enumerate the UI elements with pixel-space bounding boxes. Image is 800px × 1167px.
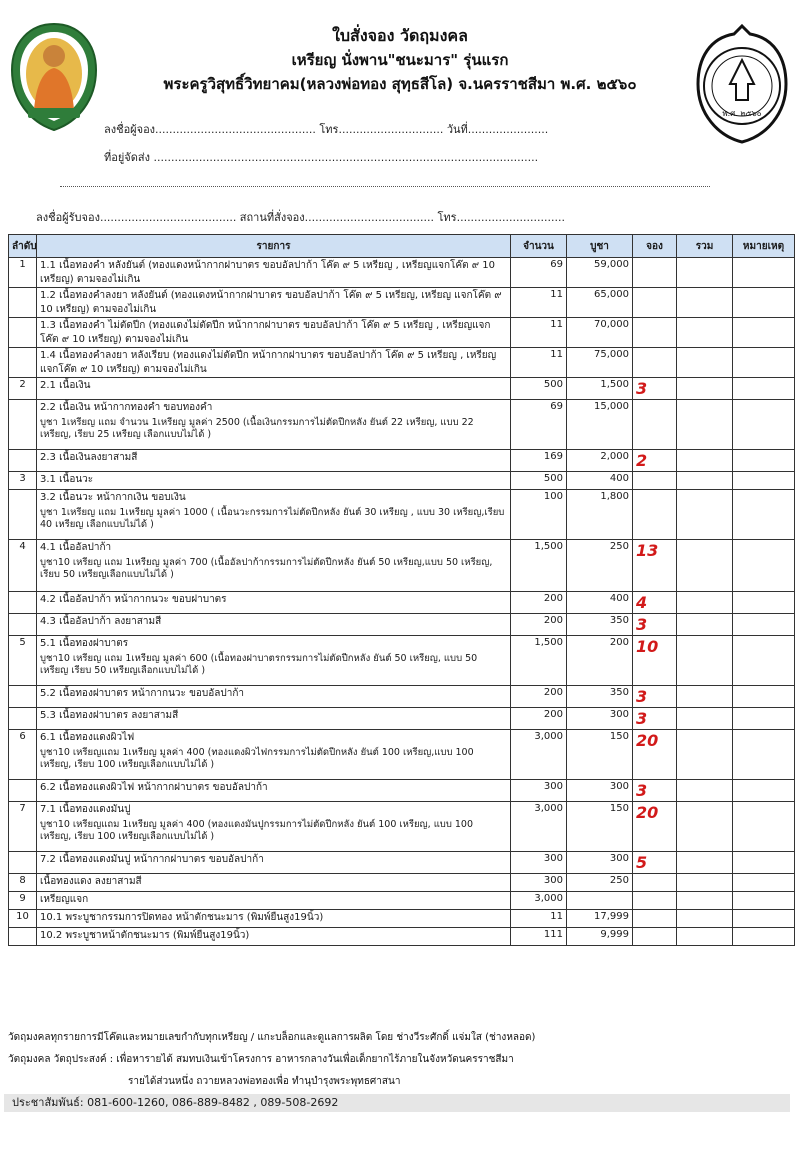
row-note[interactable] [733, 348, 795, 378]
table-row [9, 730, 795, 780]
table-row [9, 490, 795, 540]
row-note[interactable] [733, 780, 795, 802]
table-row [9, 780, 795, 802]
table-row [9, 614, 795, 636]
row-reserve[interactable] [633, 928, 677, 946]
item-label: 6.2 เนื้อทองแดงผิวไฟ หน้ากากฝาบาตร ขอบอัลปาก้า [40, 782, 268, 793]
row-item [37, 910, 511, 928]
row-total[interactable] [677, 892, 733, 910]
table-row [9, 318, 795, 348]
row-reserve[interactable] [633, 318, 677, 348]
item-label: 1.1 เนื้อทองคำ หลังยันต์ (ทองแดงหน้ากากฝาบาตร ขอบอัลปาก้า โค๊ต ๙ 5 เหรียญ , เหรียญแจกโค๊ต ๙ 10 เหรียญ) ตามจองไม่เกิน [40, 260, 496, 285]
address-continuation-line[interactable] [60, 186, 710, 187]
row-no [9, 318, 37, 348]
row-reserve[interactable] [633, 472, 677, 490]
row-note[interactable] [733, 378, 795, 400]
row-price: 65,000 [567, 288, 633, 318]
row-item [37, 802, 511, 852]
row-no: 3 [9, 472, 37, 490]
row-qty: 3,000 [511, 730, 567, 780]
row-note[interactable] [733, 852, 795, 874]
row-price: 9,999 [567, 928, 633, 946]
table-row [9, 450, 795, 472]
row-qty: 200 [511, 708, 567, 730]
row-note[interactable] [733, 686, 795, 708]
row-total[interactable] [677, 540, 733, 592]
table-row [9, 540, 795, 592]
row-price: 150 [567, 802, 633, 852]
row-note[interactable] [733, 540, 795, 592]
table-row [9, 928, 795, 946]
row-reserve[interactable]: 13 [633, 540, 677, 592]
row-note[interactable] [733, 318, 795, 348]
item-label: 4.3 เนื้ออัลปาก้า ลงยาสามสี [40, 616, 162, 627]
table-row [9, 892, 795, 910]
row-item [37, 540, 511, 592]
item-detail: บูชา 1เหรียญ แถม จำนวน 1เหรียญ มูลค่า 2500 (เนื้อเงินกรรมการไม่ตัดปีกหลัง ยันต์ 22 เหรียญ, แบบ 22 เหรียญ, เรียบ 25 เหรียญ เลือกแบบไม่ได้ ) [40, 416, 474, 441]
orderer-name-field[interactable]: ลงชื่อผู้จอง.............................................. โทร.............................. วันที่....................... [104, 123, 549, 136]
table-row [9, 348, 795, 378]
item-label: 3.1 เนื้อนวะ [40, 474, 94, 485]
row-no: 8 [9, 874, 37, 892]
row-total[interactable] [677, 592, 733, 614]
item-label: 1.4 เนื้อทองคำลงยา หลังเรียบ (ทองแดงไม่ตัดปีก หน้ากากฝาบาตร ขอบอัลปาก้า โค๊ต ๙ 5 เหรียญ , เหรียญแจกโค๊ต ๙ 10 เหรียญ) ตามจองไม่เกิน [40, 350, 497, 375]
row-price: 15,000 [567, 400, 633, 450]
item-label: 1.3 เนื้อทองคำ ไม่ตัดปีก (ทองแดงไม่ตัดปีก หน้ากากฝาบาตร ขอบอัลปาก้า โค๊ต ๙ 5 เหรียญ , เหรียญแจกโค๊ต ๙ 10 เหรียญ) ตามจองไม่เกิน [40, 320, 491, 345]
row-total[interactable] [677, 318, 733, 348]
row-price: 300 [567, 852, 633, 874]
row-total[interactable] [677, 780, 733, 802]
row-qty: 11 [511, 348, 567, 378]
monk-emblem-logo [8, 22, 100, 132]
row-item [37, 686, 511, 708]
row-no: 4 [9, 540, 37, 592]
row-note[interactable] [733, 910, 795, 928]
table-row [9, 910, 795, 928]
row-reserve[interactable] [633, 288, 677, 318]
row-no: 10 [9, 910, 37, 928]
row-no [9, 852, 37, 874]
row-note[interactable] [733, 708, 795, 730]
row-note[interactable] [733, 450, 795, 472]
row-price: 150 [567, 730, 633, 780]
row-item [37, 928, 511, 946]
receiver-name-field[interactable]: ลงชื่อผู้รับจอง....................................... สถานที่สั่งจอง..................................... โทร............................... [36, 211, 565, 224]
row-note[interactable] [733, 636, 795, 686]
item-label: 5.3 เนื้อทองฝาบาตร ลงยาสามสี [40, 710, 179, 721]
row-note[interactable] [733, 892, 795, 910]
row-no [9, 592, 37, 614]
item-detail: บูชา10 เหรียญแถม 1เหรียญ มูลค่า 400 (ทองแดงมันปูกรรมการไม่ตัดปีกหลัง ยันต์ 100 เหรียญ, แบบ 100 เหรียญ, เรียบ 100 เหรียญเลือกแบบไม่ได้ ) [40, 818, 474, 843]
col-header-item: รายการ [37, 235, 511, 258]
row-item [37, 318, 511, 348]
item-detail: บูชา10 เหรียญแถม 1เหรียญ มูลค่า 400 (ทองแดงผิวไฟกรรมการไม่ตัดปีกหลัง ยันต์ 100 เหรียญ,แบบ 100 เหรียญ, เรียบ 100 เหรียญเลือกแบบไม่ได้ ) [40, 746, 474, 771]
row-note[interactable] [733, 802, 795, 852]
row-total[interactable] [677, 288, 733, 318]
row-note[interactable] [733, 874, 795, 892]
table-row [9, 636, 795, 686]
col-header-total: รวม [677, 235, 733, 258]
row-item [37, 708, 511, 730]
row-reserve[interactable]: 20 [633, 802, 677, 852]
item-label: เนื้อทองแดง ลงยาสามสี [40, 876, 142, 887]
page-subtitle-2: พระครูวิสุทธิ์วิทยาคม(หลวงพ่อทอง สุทฺธสีโล) จ.นครราชสีมา พ.ศ. ๒๕๖๐ [163, 75, 637, 93]
row-reserve[interactable]: 4 [633, 592, 677, 614]
row-price: 300 [567, 708, 633, 730]
item-label: เหรียญแจก [40, 894, 89, 905]
row-price: 300 [567, 780, 633, 802]
table-row [9, 874, 795, 892]
row-item [37, 288, 511, 318]
row-total[interactable] [677, 686, 733, 708]
row-total[interactable] [677, 614, 733, 636]
col-header-reserve: จอง [633, 235, 677, 258]
table-header-row [9, 235, 795, 258]
item-label: 4.1 เนื้ออัลปาก้า [40, 542, 112, 553]
row-item [37, 258, 511, 288]
row-no: 1 [9, 258, 37, 288]
row-qty: 200 [511, 592, 567, 614]
row-price: 59,000 [567, 258, 633, 288]
item-detail: บูชา 1เหรียญ แถม 1เหรียญ มูลค่า 1000 ( เนื้อนวะกรรมการไม่ตัดปีกหลัง ยันต์ 30 เหรียญ , แบบ 30 เหรียญ,เรียบ 40 เหรียญ เลือกแบบไม่ได้ ) [40, 506, 505, 531]
item-detail: บูชา10 เหรียญ แถม 1เหรียญ มูลค่า 700 (เนื้ออัลปาก้ากรรมการไม่ตัดปีกหลัง ยันต์ 50 เหรียญ,แบบ 50 เหรียญ, เรียบ 50 เหรียญเลือกแบบไม่ได้ ) [40, 556, 493, 581]
row-reserve[interactable] [633, 258, 677, 288]
row-total[interactable] [677, 928, 733, 946]
item-detail: บูชา10 เหรียญ แถม 1เหรียญ มูลค่า 600 (เนื้อทองฝาบาตรกรรมการไม่ตัดปีกหลัง ยันต์ 50 เหรียญ, แบบ 50 เหรียญ เรียบ 50 เหรียญเลือกแบบไม่ได้ ) [40, 652, 478, 677]
row-reserve[interactable]: 3 [633, 686, 677, 708]
col-header-price: บูชา [567, 235, 633, 258]
row-note[interactable] [733, 730, 795, 780]
table-row [9, 686, 795, 708]
row-no: 9 [9, 892, 37, 910]
footer-purpose: วัตถุมงคล วัตถุประสงค์ : เพื่อหารายได้ สมทบเงินเข้าโครงการ อาหารกลางวันเพื่อเด็กยากไร้ภายในจังหวัดนครราชสีมา [8, 1054, 514, 1065]
row-reserve[interactable]: 20 [633, 730, 677, 780]
row-qty: 500 [511, 472, 567, 490]
row-note[interactable] [733, 614, 795, 636]
table-row [9, 592, 795, 614]
row-reserve[interactable]: 3 [633, 378, 677, 400]
footer-purpose-cont: รายได้ส่วนหนึ่ง ถวายหลวงพ่อทองเพื่อ ทำนุบำรุงพระพุทธศาสนา [128, 1076, 401, 1087]
col-header-qty: จำนวน [511, 235, 567, 258]
row-qty: 200 [511, 614, 567, 636]
row-total[interactable] [677, 258, 733, 288]
row-qty: 11 [511, 288, 567, 318]
footer-production-note: วัดฤมงคลทุกรายการมีโค๊ตและหมายเลขกำกับทุกเหรียญ / แกะบล็อกและดูแลการผลิต โดย ช่างวีระศักดิ์ แจ่มใส (ช่างหลอด) [8, 1032, 536, 1043]
row-total[interactable] [677, 802, 733, 852]
row-reserve[interactable]: 3 [633, 780, 677, 802]
item-label: 5.2 เนื้อทองฝาบาตร หน้ากากนวะ ขอบอัลปาก้า [40, 688, 245, 699]
page-title: ใบสั่งจอง วัดฤมงคล [332, 26, 468, 45]
row-reserve[interactable] [633, 910, 677, 928]
row-no [9, 348, 37, 378]
row-item [37, 472, 511, 490]
row-qty: 169 [511, 450, 567, 472]
item-label: 1.2 เนื้อทองคำลงยา หลังยันต์ (ทองแดงหน้ากากฝาบาตร ขอบอัลปาก้า โค๊ต ๙ 5 เหรียญ, เหรียญ แจกโค๊ต ๙ 10 เหรียญ) ตามจองไม่เกิน [40, 290, 502, 315]
row-reserve[interactable]: 3 [633, 708, 677, 730]
item-label: 2.3 เนื้อเงินลงยาสามสี [40, 452, 138, 463]
row-reserve[interactable]: 2 [633, 450, 677, 472]
row-item [37, 490, 511, 540]
row-qty: 1,500 [511, 636, 567, 686]
item-label: 3.2 เนื้อนวะ หน้ากากเงิน ขอบเงิน [40, 492, 186, 503]
row-qty: 1,500 [511, 540, 567, 592]
row-item [37, 348, 511, 378]
row-total[interactable] [677, 400, 733, 450]
item-label: 6.1 เนื้อทองแดงผิวไฟ [40, 732, 135, 743]
row-item [37, 614, 511, 636]
row-no [9, 780, 37, 802]
row-reserve[interactable] [633, 490, 677, 540]
row-no: 7 [9, 802, 37, 852]
row-no [9, 928, 37, 946]
row-qty: 300 [511, 874, 567, 892]
row-no: 2 [9, 378, 37, 400]
row-note[interactable] [733, 258, 795, 288]
row-no: 5 [9, 636, 37, 686]
row-price: 1,500 [567, 378, 633, 400]
item-label: 7.1 เนื้อทองแดงมันปู [40, 804, 131, 815]
row-total[interactable] [677, 852, 733, 874]
row-price: 350 [567, 686, 633, 708]
row-item [37, 450, 511, 472]
row-reserve[interactable] [633, 892, 677, 910]
row-reserve[interactable]: 5 [633, 852, 677, 874]
item-label: 2.2 เนื้อเงิน หน้ากากทองคำ ขอบทองคำ [40, 402, 213, 413]
seal-text: พ.ศ. ๒๕๖๐ [722, 109, 762, 118]
table-row [9, 472, 795, 490]
row-price [567, 892, 633, 910]
row-price: 2,000 [567, 450, 633, 472]
row-note[interactable] [733, 928, 795, 946]
row-reserve[interactable]: 10 [633, 636, 677, 686]
item-label: 7.2 เนื้อทองแดงมันปู หน้ากากฝาบาตร ขอบอัลปาก้า [40, 854, 264, 865]
col-header-note: หมายเหตุ [733, 235, 795, 258]
row-reserve[interactable] [633, 874, 677, 892]
row-qty: 69 [511, 400, 567, 450]
row-price: 70,000 [567, 318, 633, 348]
row-total[interactable] [677, 636, 733, 686]
table-row [9, 852, 795, 874]
row-note[interactable] [733, 490, 795, 540]
row-item [37, 400, 511, 450]
table-row [9, 288, 795, 318]
row-total[interactable] [677, 450, 733, 472]
row-item [37, 892, 511, 910]
row-total[interactable] [677, 378, 733, 400]
row-note[interactable] [733, 592, 795, 614]
row-qty: 500 [511, 378, 567, 400]
row-item [37, 874, 511, 892]
row-no [9, 686, 37, 708]
table-row [9, 258, 795, 288]
row-item [37, 636, 511, 686]
row-note[interactable] [733, 288, 795, 318]
table-row [9, 802, 795, 852]
row-total[interactable] [677, 874, 733, 892]
row-price: 400 [567, 472, 633, 490]
row-qty: 3,000 [511, 892, 567, 910]
item-label: 10.2 พระบูชาหน้าตักชนะมาร (พิมพ์ยืนสูง19นิ้ว) [40, 930, 250, 941]
row-item [37, 592, 511, 614]
table-row [9, 708, 795, 730]
row-total[interactable] [677, 708, 733, 730]
row-no [9, 490, 37, 540]
row-reserve[interactable]: 3 [633, 614, 677, 636]
row-reserve[interactable] [633, 400, 677, 450]
row-no [9, 614, 37, 636]
table-row [9, 378, 795, 400]
row-qty: 100 [511, 490, 567, 540]
row-qty: 11 [511, 910, 567, 928]
table-row [9, 400, 795, 450]
row-total[interactable] [677, 472, 733, 490]
item-label: 10.1 พระบูชากรรมการปิดทอง หน้าตักชนะมาร (พิมพ์ยืนสูง19นิ้ว) [40, 912, 324, 923]
row-price: 17,999 [567, 910, 633, 928]
row-item [37, 852, 511, 874]
row-qty: 300 [511, 780, 567, 802]
item-label: 4.2 เนื้ออัลปาก้า หน้ากากนวะ ขอบฝาบาตร [40, 594, 227, 605]
row-no [9, 400, 37, 450]
row-qty: 69 [511, 258, 567, 288]
temple-seal-logo [694, 24, 790, 146]
row-item [37, 378, 511, 400]
row-no [9, 450, 37, 472]
row-price: 75,000 [567, 348, 633, 378]
row-price: 400 [567, 592, 633, 614]
row-qty: 3,000 [511, 802, 567, 852]
row-note[interactable] [733, 400, 795, 450]
row-price: 200 [567, 636, 633, 686]
row-no [9, 288, 37, 318]
row-total[interactable] [677, 348, 733, 378]
row-qty: 300 [511, 852, 567, 874]
item-label: 2.1 เนื้อเงิน [40, 380, 91, 391]
row-price: 350 [567, 614, 633, 636]
row-total[interactable] [677, 730, 733, 780]
row-price: 250 [567, 540, 633, 592]
row-item [37, 780, 511, 802]
order-table [8, 234, 795, 946]
row-qty: 200 [511, 686, 567, 708]
row-price: 1,800 [567, 490, 633, 540]
row-total[interactable] [677, 910, 733, 928]
col-header-no: ลำดับ [9, 235, 37, 258]
row-no: 6 [9, 730, 37, 780]
page-subtitle: เหรียญ นั่งพาน"ชนะมาร" รุ่นแรก [291, 51, 509, 69]
row-price: 250 [567, 874, 633, 892]
shipping-address-field[interactable]: ที่อยู่จัดส่ง .............................................................................................................. [104, 151, 539, 164]
row-item [37, 730, 511, 780]
row-no [9, 708, 37, 730]
row-reserve[interactable] [633, 348, 677, 378]
row-total[interactable] [677, 490, 733, 540]
item-label: 5.1 เนื้อทองฝาบาตร [40, 638, 129, 649]
row-qty: 111 [511, 928, 567, 946]
row-qty: 11 [511, 318, 567, 348]
contact-bar: ประชาสัมพันธ์: 081-600-1260, 086-889-8482 , 089-508-2692 [4, 1094, 790, 1112]
row-note[interactable] [733, 472, 795, 490]
